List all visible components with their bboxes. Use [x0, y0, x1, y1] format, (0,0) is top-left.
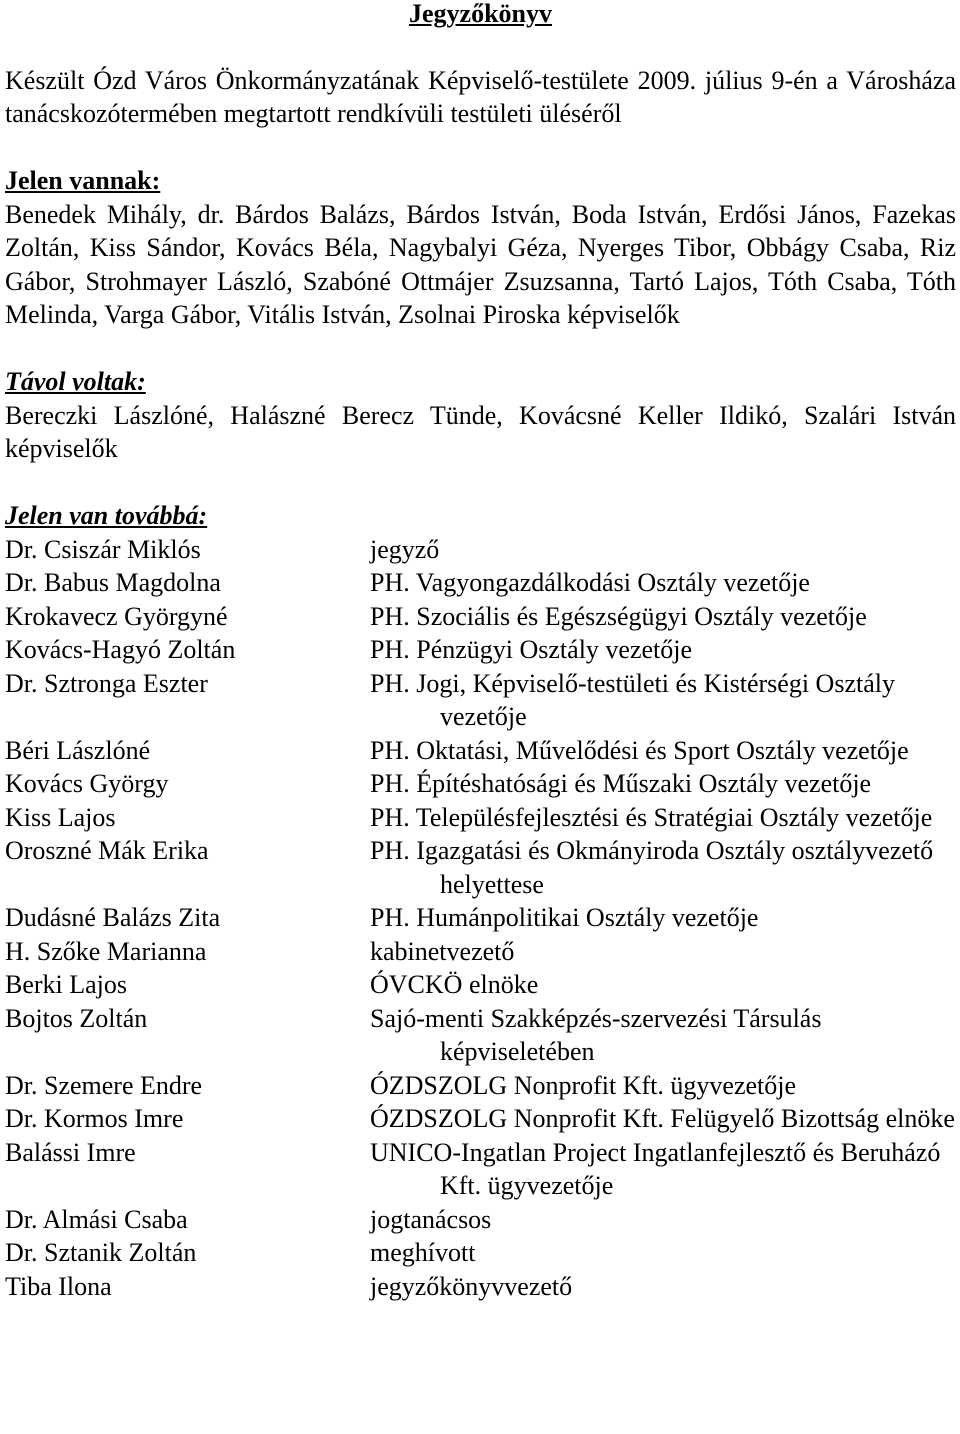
attendee-name: Oroszné Mák Erika — [5, 836, 209, 865]
attendee-role: PH. Építéshatósági és Műszaki Osztály vezetője — [370, 769, 872, 798]
also-present-heading: Jelen van továbbá: — [5, 501, 208, 530]
attendee-name: Bojtos Zoltán — [5, 1003, 148, 1033]
attendee-row — [5, 1069, 956, 1103]
attendee-name: Balássi Imre — [5, 1137, 136, 1167]
attendee-role: kabinetvezető — [370, 936, 515, 966]
spacer — [5, 131, 956, 165]
document-page — [5, 0, 956, 1303]
attendee-name: Kiss Lajos — [5, 802, 116, 832]
attendee-row — [5, 767, 956, 801]
attendee-row — [5, 801, 956, 835]
attendee-name: Dr. Szemere Endre — [5, 1070, 203, 1100]
attendee-role: PH. Pénzügyi Osztály vezetője — [370, 635, 693, 664]
attendee-row — [5, 1102, 956, 1136]
attendee-name: Dr. Csiszár Miklós — [5, 534, 201, 564]
spacer — [5, 332, 956, 366]
also-present-table — [5, 533, 956, 1304]
attendee-role: PH. Vagyongazdálkodási Osztály vezetője — [370, 568, 810, 597]
attendee-name: Béri Lászlóné — [5, 735, 151, 765]
document-title: Jegyzőkönyv — [409, 0, 552, 28]
attendee-role: jegyzőkönyvvezető — [370, 1271, 573, 1301]
attendee-name: Dr. Babus Magdolna — [5, 568, 221, 597]
attendee-name: H. Szőke Marianna — [5, 936, 207, 966]
attendee-name: Dr. Sztronga Eszter — [5, 668, 208, 698]
attendee-row — [5, 734, 956, 768]
attendee-row — [5, 1136, 956, 1203]
attendee-row — [5, 901, 956, 935]
attendee-role: ÓZDSZOLG Nonprofit Kft. ügyvezetője — [370, 1070, 797, 1100]
attendee-role: jogtanácsos — [370, 1204, 492, 1234]
attendee-name: Dr. Sztanik Zoltán — [5, 1238, 197, 1267]
attendee-row — [5, 1236, 956, 1270]
attendee-row — [5, 834, 956, 901]
spacer — [5, 466, 956, 500]
attendee-name: Dr. Almási Csaba — [5, 1204, 188, 1234]
attendee-row — [5, 1203, 956, 1237]
attendee-role: Sajó-menti Szakképzés-szervezési Társulás képviseletében — [370, 1003, 822, 1066]
attendee-role: meghívott — [370, 1238, 476, 1267]
absent-list: Bereczki Lászlóné, Halászné Berecz Tünde, Kovácsné Keller Ildikó, Szalári István képviselők — [5, 400, 956, 463]
attendee-role: PH. Szociális és Egészségügyi Osztály vezetője — [370, 601, 867, 631]
absent-heading: Távol voltak: — [5, 367, 146, 396]
attendee-row — [5, 935, 956, 969]
attendee-name: Krokavecz Györgyné — [5, 601, 228, 631]
attendee-role: ÓVCKÖ elnöke — [370, 970, 539, 999]
intro-paragraph: Készült Ózd Város Önkormányzatának Képviselő-testülete 2009. július 9-én a Városháza tanácskozótermében megtartott rendkívüli testületi üléséről — [5, 65, 956, 128]
attendee-name: Tiba Ilona — [5, 1271, 112, 1301]
attendee-name: Kovács György — [5, 769, 169, 798]
attendee-name: Dr. Kormos Imre — [5, 1104, 184, 1133]
attendee-name: Kovács-Hagyó Zoltán — [5, 635, 236, 664]
attendee-role: PH. Településfejlesztési és Stratégiai Osztály vezetője — [370, 802, 933, 832]
attendee-role: UNICO-Ingatlan Project Ingatlanfejlesztő és Beruházó Kft. ügyvezetője — [370, 1137, 941, 1200]
present-heading: Jelen vannak: — [5, 166, 161, 195]
attendee-role: PH. Jogi, Képviselő-testületi és Kistérségi Osztály vezetője — [370, 668, 895, 731]
attendee-row — [5, 633, 956, 667]
attendee-row — [5, 968, 956, 1002]
attendee-role: PH. Humánpolitikai Osztály vezetője — [370, 903, 759, 932]
attendee-row — [5, 667, 956, 734]
attendee-name: Berki Lajos — [5, 970, 128, 999]
attendee-role: PH. Oktatási, Művelődési és Sport Osztály vezetője — [370, 735, 909, 765]
attendee-row — [5, 533, 956, 567]
attendee-row — [5, 1002, 956, 1069]
attendee-role: ÓZDSZOLG Nonprofit Kft. Felügyelő Bizottság elnöke — [370, 1104, 955, 1133]
attendee-row — [5, 600, 956, 634]
attendee-role: jegyző — [370, 534, 440, 564]
attendee-row — [5, 1270, 956, 1304]
attendee-row — [5, 566, 956, 600]
present-list: Benedek Mihály, dr. Bárdos Balázs, Bárdos István, Boda István, Erdősi János, Fazekas Zoltán, Kiss Sándor, Kovács Béla, Nagybalyi Géza, Nyerges Tibor, Obbágy Csaba, Riz Gábor, Strohmayer László, Szabóné Ottmájer Zsuzsanna, Tartó Lajos, Tóth Csaba, Tóth Melinda, Varga Gábor, Vitális István, Zsolnai Piroska képviselők — [5, 199, 956, 329]
attendee-name: Dudásné Balázs Zita — [5, 903, 221, 932]
attendee-role: PH. Igazgatási és Okmányiroda Osztály osztályvezető helyettese — [370, 836, 934, 899]
